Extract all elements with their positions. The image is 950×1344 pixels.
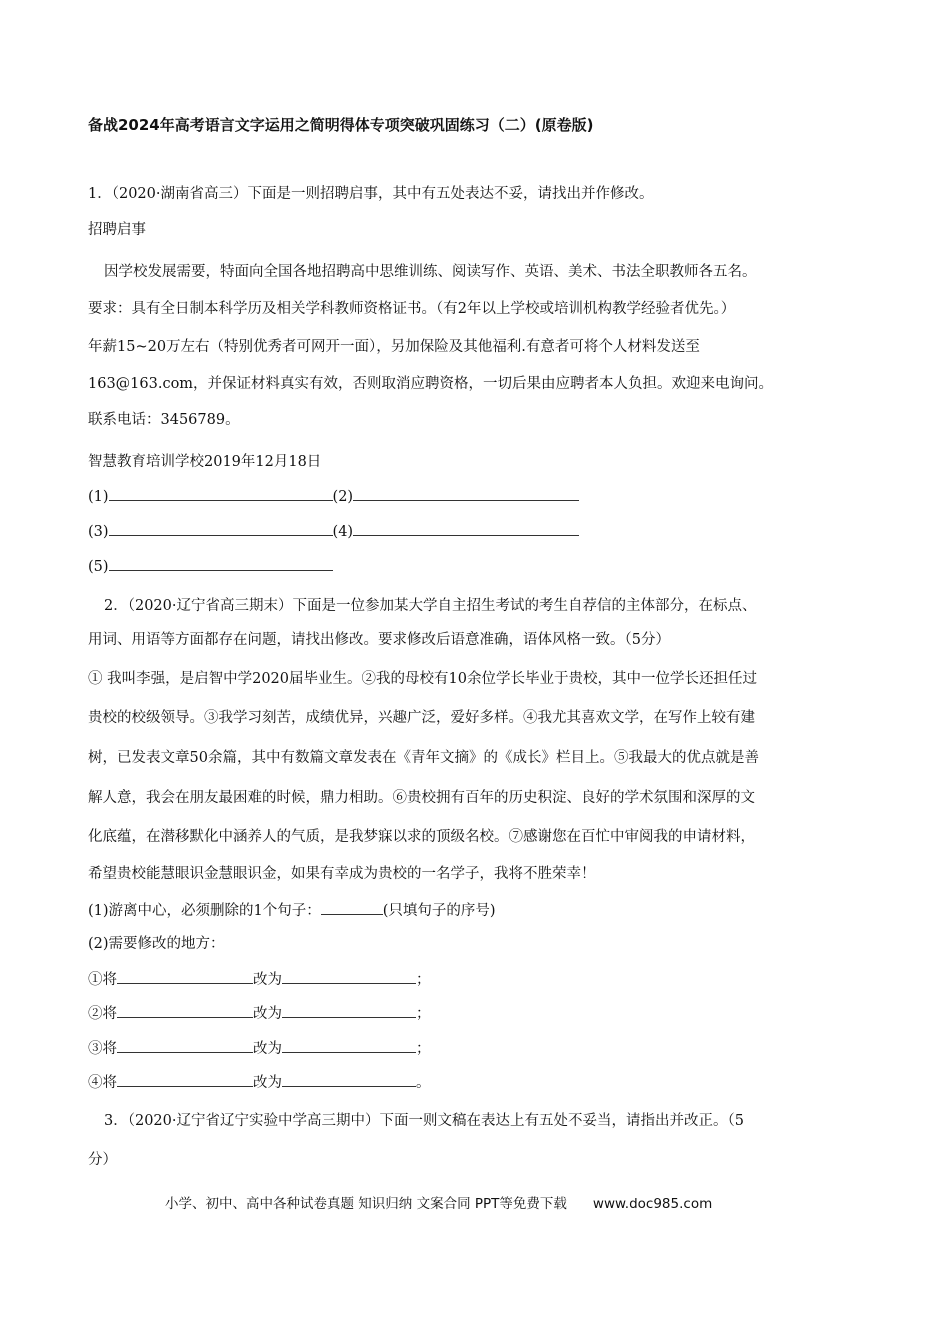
q1-notice-line: 163@163.com，并保证材料真实有效，否则取消应聘资格，一切后果由应聘者本人负担。欢迎来电询问。: [88, 376, 774, 392]
blank-label: (3): [88, 524, 109, 540]
q2-sub1: [88, 900, 496, 921]
page-footer: [165, 1192, 712, 1212]
q1-heading: 招聘启事: [88, 222, 146, 238]
original-blank[interactable]: [117, 1072, 253, 1087]
q2-body-line: 化底蕴，在潜移默化中涵养人的气质，是我梦寐以求的顶级名校。⑦感谢您在百忙中审阅我的申请材料，: [88, 829, 755, 845]
change-mid: 改为: [253, 1041, 282, 1057]
q3-stem-line: 分）: [88, 1152, 117, 1168]
blank-label: (5): [88, 559, 109, 575]
q2-stem-line: 2．（2020·辽宁省高三期末）下面是一位参加某大学自主招生考试的考生自荐信的主体部分，在标点、: [104, 598, 757, 614]
q1-notice-line: 要求：具有全日制本科学历及相关学科教师资格证书。（有2年以上学校或培训机构教学经验者优先。）: [88, 301, 736, 317]
change-end: ；: [416, 1041, 431, 1057]
original-blank[interactable]: [117, 1038, 253, 1053]
answer-blank[interactable]: [321, 900, 383, 915]
q2-change-row: [88, 1038, 431, 1059]
answer-blank[interactable]: [353, 486, 579, 501]
q2-body-line: 贵校的校级领导。③我学习刻苦，成绩优异，兴趣广泛，爱好多样。④我尤其喜欢文学，在写作上较有建: [88, 710, 755, 726]
q1-stem: 1．（2020·湖南省高三）下面是一则招聘启事，其中有五处表达不妥，请找出并作修改。: [88, 186, 654, 202]
change-end: ；: [416, 1006, 431, 1022]
q3-stem-line: 3．（2020·辽宁省辽宁实验中学高三期中）下面一则文稿在表达上有五处不妥当，请指出并改正。（5: [104, 1113, 744, 1129]
answer-blank[interactable]: [109, 556, 333, 571]
footer-link[interactable]: www.doc985.com: [592, 1196, 713, 1212]
q2-change-row: [88, 1072, 431, 1093]
footer-text: 小学、初中、高中各种试卷真题 知识归纳 文案合同 PPT等免费下载: [165, 1196, 567, 1212]
answer-blank[interactable]: [353, 521, 579, 536]
page-title: 备战2024年高考语言文字运用之简明得体专项突破巩固练习（二）(原卷版): [88, 116, 594, 134]
q1-notice-line: 因学校发展需要，特面向全国各地招聘高中思维训练、阅读写作、英语、美术、书法全职教师各五名。: [104, 264, 757, 280]
q2-change-row: [88, 969, 431, 990]
q2-body-line: ① 我叫李强，是启智中学2020届毕业生。②我的母校有10余位学长毕业于贵校，其中一位学长还担任过: [88, 671, 757, 687]
change-end: 。: [416, 1075, 431, 1091]
change-mid: 改为: [253, 1075, 282, 1091]
q2-body-line: 解人意，我会在朋友最困难的时候，鼎力相助。⑥贵校拥有百年的历史积淀、良好的学术氛围和深厚的文: [88, 790, 755, 806]
answer-blank[interactable]: [109, 486, 333, 501]
q1-answer-row: [88, 486, 579, 507]
revised-blank[interactable]: [282, 1038, 416, 1053]
q1-signature: 智慧教育培训学校2019年12月18日: [88, 454, 322, 470]
original-blank[interactable]: [117, 1003, 253, 1018]
q1-notice-line: 年薪15~20万左右（特别优秀者可网开一面），另加保险及其他福利.有意者可将个人材料发送至: [88, 339, 700, 355]
blank-label: (1): [88, 489, 109, 505]
change-mid: 改为: [253, 972, 282, 988]
change-num: ③将: [88, 1041, 117, 1057]
q2-sub2: (2)需要修改的地方：: [88, 936, 225, 952]
change-end: ；: [416, 972, 431, 988]
change-mid: 改为: [253, 1006, 282, 1022]
blank-label: (2): [332, 489, 354, 505]
revised-blank[interactable]: [282, 969, 416, 984]
blank-label: (4): [332, 524, 354, 540]
q1-answer-row: [88, 521, 579, 542]
answer-blank[interactable]: [109, 521, 333, 536]
change-num: ④将: [88, 1075, 117, 1091]
q2-body-line: 树，已发表文章50余篇，其中有数篇文章发表在《青年文摘》的《成长》栏目上。⑤我最大的优点就是善: [88, 750, 759, 766]
q2-change-row: [88, 1003, 431, 1024]
revised-blank[interactable]: [282, 1003, 416, 1018]
q2-sub1-suffix: (只填句子的序号): [382, 903, 496, 919]
change-num: ①将: [88, 972, 117, 988]
q2-body-line: 希望贵校能慧眼识金慧眼识金，如果有幸成为贵校的一名学子，我将不胜荣幸！: [88, 866, 596, 882]
q1-notice-line: 联系电话：3456789。: [88, 412, 240, 428]
revised-blank[interactable]: [282, 1072, 416, 1087]
change-num: ②将: [88, 1006, 117, 1022]
q1-answer-row: [88, 556, 333, 577]
q2-sub1-prefix: (1)游离中心，必须删除的1个句子：: [88, 903, 321, 919]
original-blank[interactable]: [117, 969, 253, 984]
q2-stem-line: 用词、用语等方面都存在问题，请找出修改。要求修改后语意准确，语体风格一致。（5分）: [88, 632, 670, 648]
